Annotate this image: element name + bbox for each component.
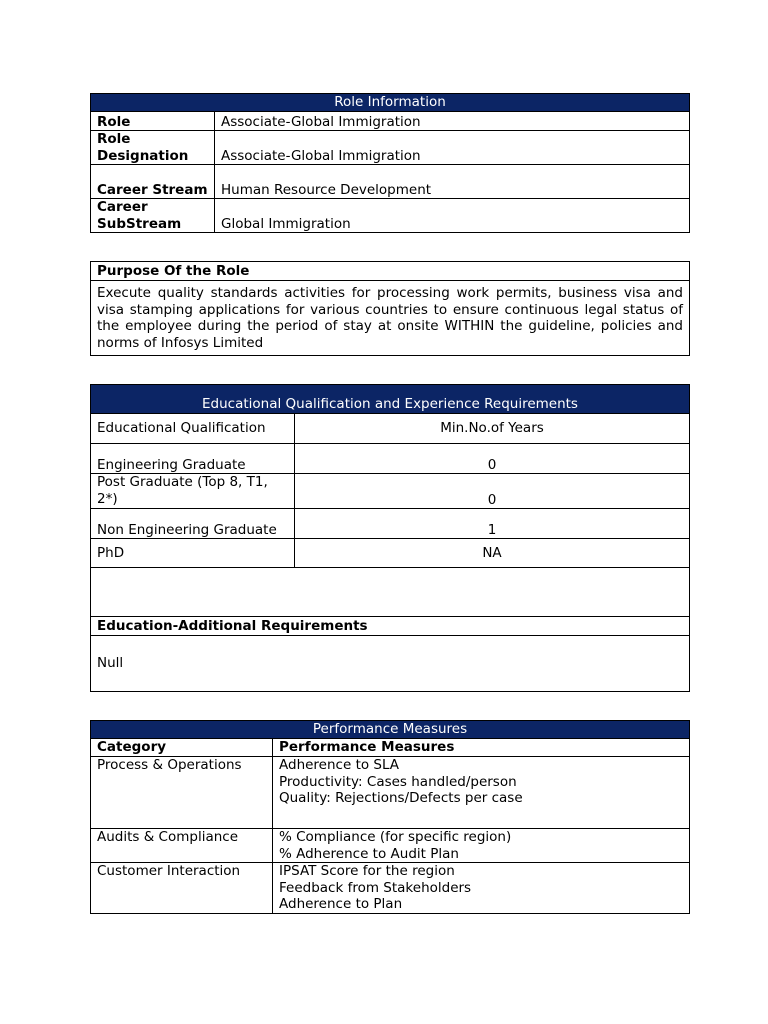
years-cell: 0 (295, 444, 690, 474)
education-additional-header: Education-Additional Requirements (91, 617, 690, 636)
role-value: Associate-Global Immigration (215, 112, 690, 131)
measure-item: Productivity: Cases handled/person (279, 773, 517, 790)
purpose-text: Execute quality standards activities for processing work permits, business visa and visa stamping applications for various countries to ensure continuous legal status of the employee during the period of stay at onsite WITHIN the guideline, policies and norms of Infosys Limited (91, 281, 690, 356)
education-header: Educational Qualification and Experience Requirements (91, 385, 690, 414)
qualification-cell: Post Graduate (Top 8, T1, 2*) (91, 474, 295, 509)
performance-section (90, 720, 690, 914)
measures-cell (273, 863, 690, 914)
education-additional-value: Null (91, 636, 690, 692)
career-stream-value: Human Resource Development (215, 165, 690, 199)
years-cell: 0 (295, 474, 690, 509)
role-designation-value: Associate-Global Immigration (215, 131, 690, 165)
education-section (90, 384, 690, 692)
col-header-category: Category (91, 739, 273, 757)
col-header-measures: Performance Measures (273, 739, 690, 757)
performance-table (90, 720, 690, 914)
category-cell: Process & Operations (91, 757, 273, 829)
career-substream-label: Career SubStream (91, 199, 215, 233)
career-stream-label: Career Stream (91, 165, 215, 199)
measure-item: Adherence to SLA (279, 757, 400, 773)
career-substream-value: Global Immigration (215, 199, 690, 233)
measure-item: % Compliance (for specific region) (279, 829, 512, 845)
purpose-section (90, 261, 690, 356)
qualification-cell: PhD (91, 539, 295, 568)
qualification-cell: Engineering Graduate (91, 444, 295, 474)
role-information-header: Role Information (91, 94, 690, 112)
purpose-table (90, 261, 690, 356)
category-cell: Audits & Compliance (91, 829, 273, 863)
education-table (90, 384, 690, 692)
col-header-years: Min.No.of Years (295, 414, 690, 444)
years-cell: NA (295, 539, 690, 568)
measure-item: Feedback from Stakeholders (279, 879, 472, 896)
measure-item: Quality: Rejections/Defects per case (279, 790, 523, 806)
measure-item: Adherence to Plan (279, 896, 403, 912)
purpose-header: Purpose Of the Role (91, 262, 690, 281)
category-cell: Customer Interaction (91, 863, 273, 914)
role-information-table (90, 93, 690, 233)
col-header-qualification: Educational Qualification (91, 414, 295, 444)
years-cell: 1 (295, 509, 690, 539)
measures-cell (273, 757, 690, 829)
role-information-section (90, 93, 690, 233)
measure-item: IPSAT Score for the region (279, 863, 455, 879)
qualification-cell: Non Engineering Graduate (91, 509, 295, 539)
role-label: Role (91, 112, 215, 131)
role-designation-label: Role Designation (91, 131, 215, 165)
performance-header: Performance Measures (91, 721, 690, 739)
measures-cell (273, 829, 690, 863)
measure-item: % Adherence to Audit Plan (279, 845, 459, 862)
education-spacer-row (91, 568, 690, 617)
